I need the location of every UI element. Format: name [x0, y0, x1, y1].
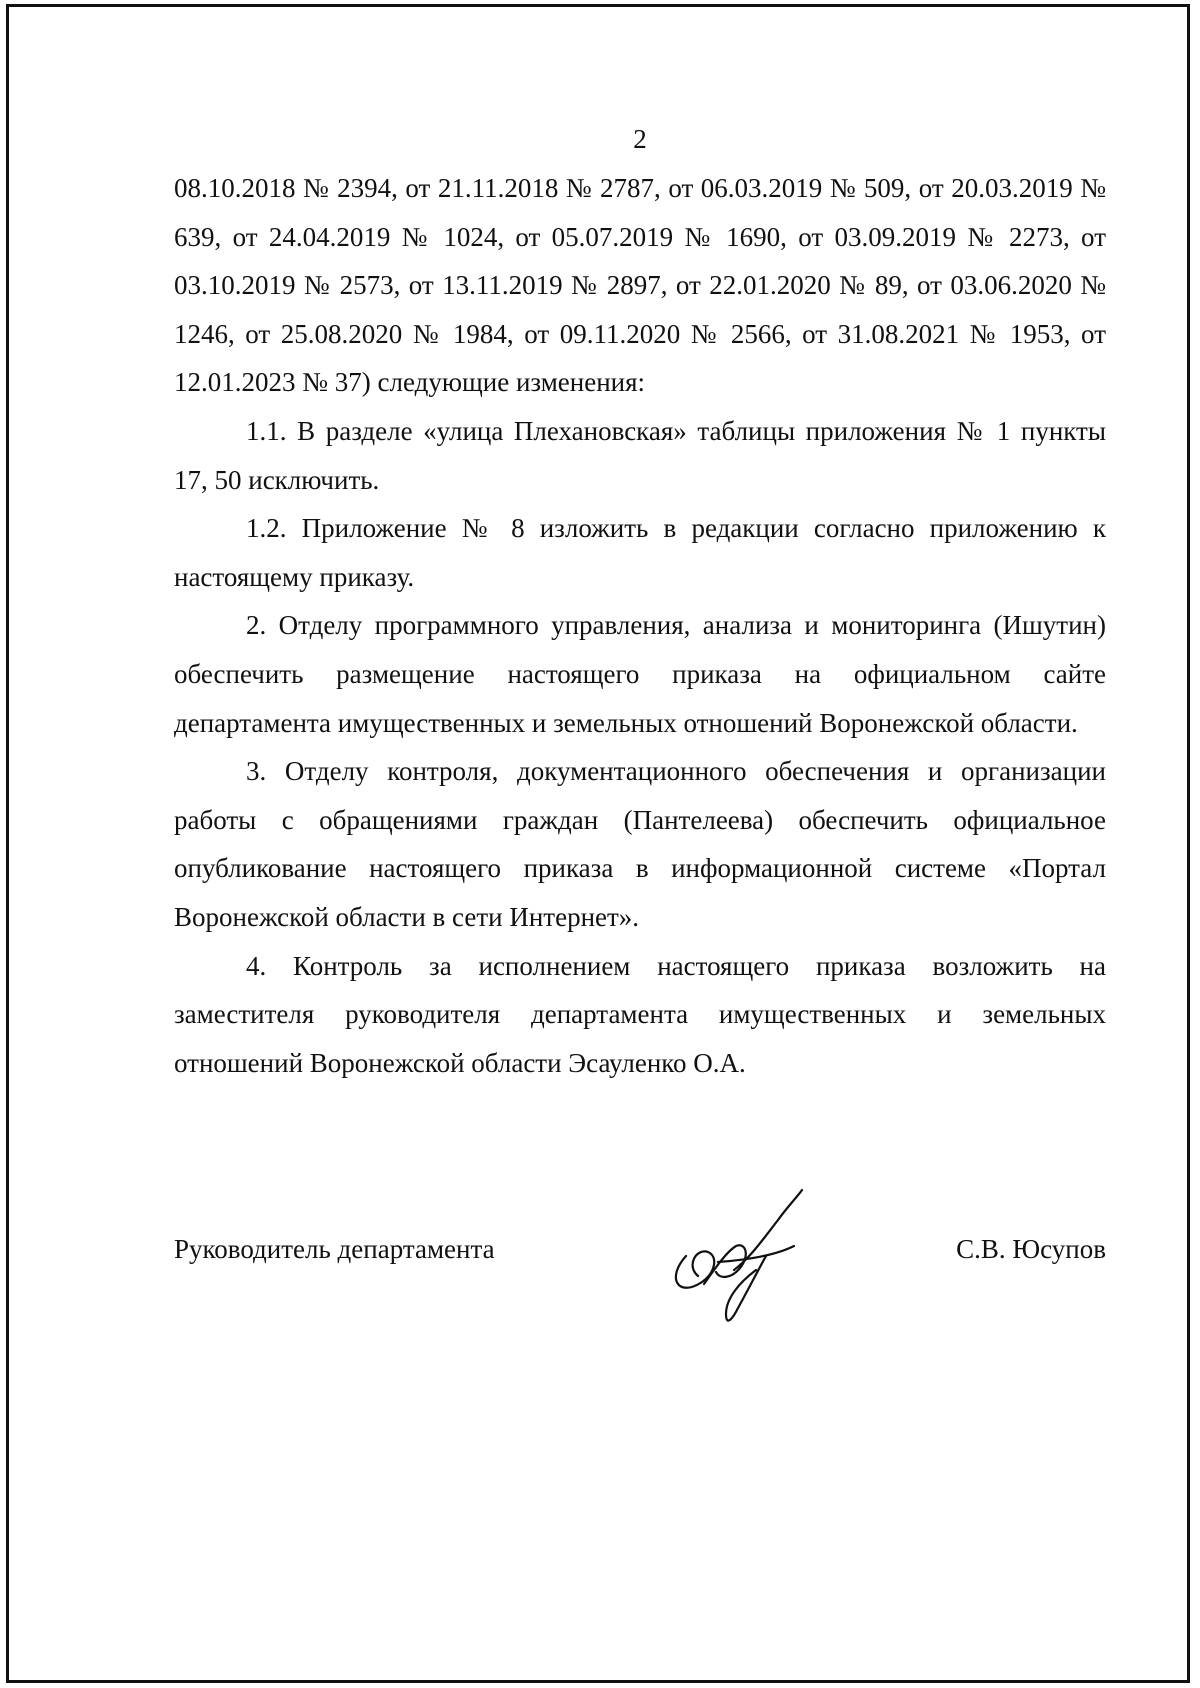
- paragraph-2: 2. Отделу программного управления, анализа и мониторинга (Ишутин) обеспечить размещение настоящего приказа на официальном сайте департамента имущественных и земельных отношений Воронежской области.: [174, 610, 1106, 738]
- handwritten-signature: [656, 1186, 816, 1326]
- signature-block: [174, 1234, 1106, 1274]
- paragraph-1-2: 1.2. Приложение № 8 изложить в редакции согласно приложению к настоящему приказу.: [174, 513, 1106, 592]
- paragraph-1-1: 1.1. В разделе «улица Плехановская» таблицы приложения № 1 пункты 17, 50 исключить.: [174, 415, 1106, 495]
- paragraph-4: 4. Контроль за исполнением настоящего приказа возложить на заместителя руководителя департамента имущественных и земельных отношений Воронежской области Эсауленко О.А.: [174, 950, 1106, 1078]
- signatory-title: Руководитель департамента: [174, 1234, 495, 1264]
- paragraph-amendment-list: 08.10.2018 № 2394, от 21.11.2018 № 2787, от 06.03.2019 № 509, от 20.03.2019 № 639, от 24.04.2019 № 1024, от 05.07.2019 № 1690, от 03.09.2019 № 2273, от 03.10.2019 № 2573, от 13.11.2019 № 2897, от 22.01.2020 № 89, от 03.06.2020 № 1246, от 25.08.2020 № 1984, от 09.11.2020 № 2566, от 31.08.2021 № 1953, от 12.01.2023 № 37) следующие изменения:: [174, 173, 1106, 398]
- signatory-name: С.В. Юсупов: [956, 1234, 1106, 1264]
- paragraph-3: 3. Отделу контроля, документационного обеспечения и организации работы с обращениями граждан (Пантелеева) обеспечить официальное опубликование настоящего приказа в информационной системе «Портал Воронежской области в сети Интернет».: [174, 756, 1106, 932]
- document-body: [174, 164, 1106, 1087]
- page-number: 2: [633, 124, 647, 154]
